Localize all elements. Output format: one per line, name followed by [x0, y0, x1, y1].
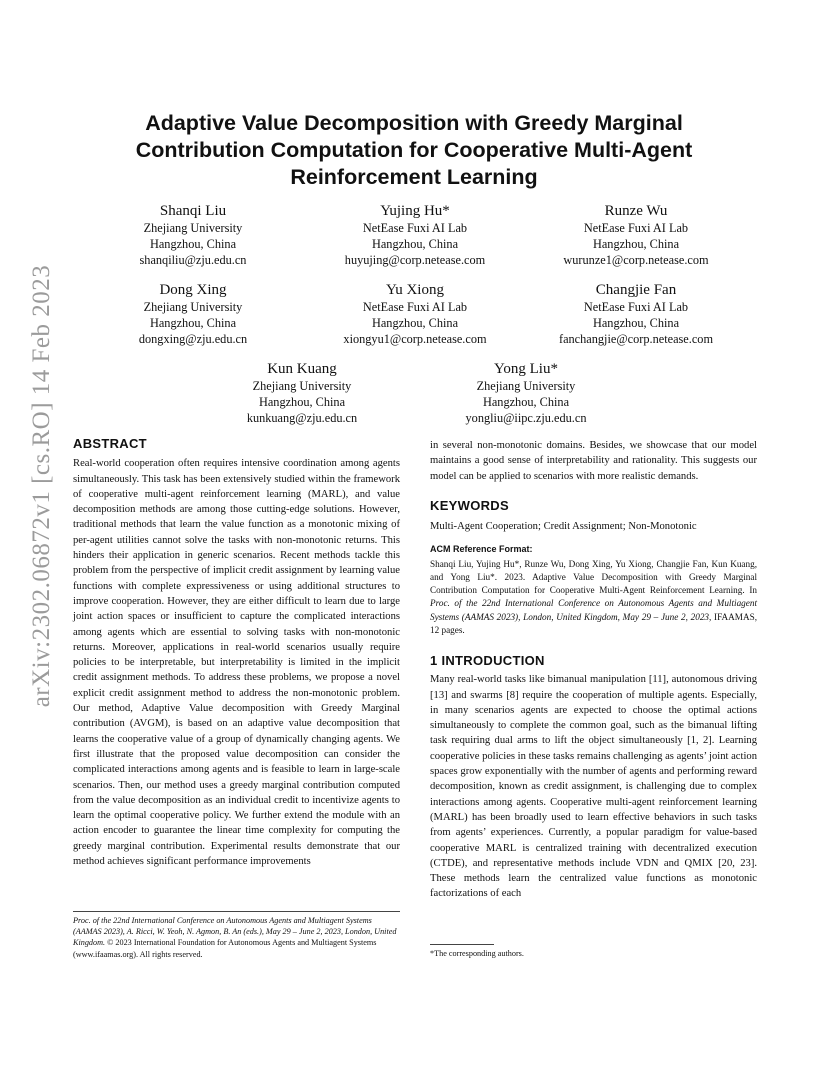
author-email: yongliu@iipc.zju.edu.cn [465, 411, 587, 425]
author-location: Hangzhou, China [592, 237, 680, 251]
arxiv-stamp [22, 264, 62, 708]
author-block [315, 202, 515, 268]
acm-reference-text [430, 558, 757, 637]
author-email: fanchangjie@corp.netease.com [558, 332, 714, 346]
author-block [536, 281, 736, 347]
author-location: Hangzhou, China [371, 316, 459, 330]
right-column [430, 438, 757, 902]
author-email: xiongyu1@corp.netease.com [343, 332, 487, 346]
author-name: Shanqi Liu [159, 203, 227, 219]
acm-reference-italic: Proc. of the 22nd International Conference on Autonomous Agents and Multiagent Systems (AAMAS 2023), London, United Kingdom, May 29 – June 2, 2023, [430, 598, 757, 622]
author-email: huyujing@corp.netease.com [344, 253, 486, 267]
author-block [93, 281, 293, 347]
author-block [536, 202, 736, 268]
author-email: dongxing@zju.edu.cn [138, 332, 248, 346]
author-location: Hangzhou, China [149, 237, 237, 251]
author-block [315, 281, 515, 347]
keywords-text: Multi-Agent Cooperation; Credit Assignment; Non-Monotonic [430, 521, 697, 533]
author-location: Hangzhou, China [482, 395, 570, 409]
author-location: Hangzhou, China [258, 395, 346, 409]
author-affiliation: NetEase Fuxi AI Lab [583, 300, 689, 314]
author-name: Kun Kuang [267, 361, 337, 377]
author-affiliation: Zhejiang University [476, 379, 576, 393]
author-block [426, 360, 626, 426]
author-affiliation: Zhejiang University [143, 221, 243, 235]
conference-footnote-text: © 2023 International Foundation for Autonomous Agents and Multiagent Systems (www.ifaamas.org). All rights reserved. [73, 938, 377, 959]
author-location: Hangzhou, China [592, 316, 680, 330]
arxiv-stamp-text: arXiv:2302.06872v1 [cs.RO] 14 Feb 2023 [28, 264, 55, 708]
author-location: Hangzhou, China [371, 237, 459, 251]
introduction-heading: 1 INTRODUCTION [430, 653, 545, 668]
author-location: Hangzhou, China [149, 316, 237, 330]
title-line-3: Reinforcement Learning [290, 165, 538, 189]
left-column [73, 436, 400, 869]
conference-footnote-italic: Proc. of the 22nd International Conference on Autonomous Agents and Multiagent Systems (AAMAS 2023), A. Ricci, W. Yeoh, N. Agmon, B. An (eds.), May 29 – June 2, 2023, London, United Kingdom. [73, 916, 397, 948]
abstract-heading: ABSTRACT [73, 436, 147, 451]
abstract-text: Real-world cooperation often requires intensive coordination among agents simultaneously. This task has been extensively studied within the framework of cooperative multi-agent reinforcement learning (MARL), and value decomposition methods are among those cutting-edge solutions. However, traditional methods that learn the value function as a monotonic mixing of per-agent utilities cannot solve the tasks with non-monotonic returns. This hinders their application in generic scenarios. Recent methods tackle this problem from the perspective of implicit credit assignment by learning value functions with complete expressiveness or using additional structures to improve cooperation. However, they are either difficult to learn due to large joint action spaces or insufficient to capture the complicated interactions among agents which are essential to solving tasks with non-monotonic returns. Moreover, applications in real-world scenarios usually require policies to be interpretable, but interpretability is limited in the implicit credit assignment methods. To address these problems, we propose a novel explicit credit assignment method to address the non-monotonic problem. Our method, Adaptive Value decomposition with Greedy Marginal contribution (AVGM), is based on an adaptive value decomposition that learns the cooperative value of a group of dynamically changing agents. We first illustrate that the proposed value decomposition can consider the complicated interactions among agents and is feasible to learn in large-scale scenarios. Then, our method uses a greedy marginal contribution computed from the value decomposition as an individual credit to incentivize agents to learn the optimal cooperative policy. We further extend the module with an action encoder to guarantee the linear time complexity for computing the greedy marginal contribution. Experimental results demonstrate that our method achieves significant performance improvements [73, 458, 400, 868]
author-name: Dong Xing [159, 282, 227, 298]
introduction-text: Many real-world tasks like bimanual manipulation [11], autonomous driving [13] and swarms [8] require the cooperation of multiple agents. Especially, in many scenarios agents are expected to choose the optimal actions simultaneously to complete the common goal, such as the bimanual lifting task requiring dual arms to lift the object simultaneously [1, 2]. Learning cooperative policies in these tasks remains challenging as agents’ joint action spaces grow exponentially with the number of agents and performing reward decomposition, known as credit assignment, is challenging due to complex interactions among agents. Cooperative multi-agent reinforcement learning (MARL) has been broadly used to learn effective behaviors in such tasks from agents’ experiences. Currently, a popular paradigm for value-based cooperative MARL is centralized training with decentralized execution (CTDE), and representative methods include VDN and QMIX [20, 23]. These methods learn the centralized value functions as monotonic factorizations of each [430, 674, 757, 900]
author-email: shanqiliu@zju.edu.cn [139, 253, 247, 267]
author-email: kunkuang@zju.edu.cn [246, 411, 358, 425]
acm-reference-end: IFAAMAS, 12 pages. [430, 611, 758, 635]
corresponding-footnote: *The corresponding authors. [430, 949, 524, 958]
author-name: Yong Liu* [494, 361, 558, 377]
author-block [202, 360, 402, 426]
conference-footnote [73, 915, 400, 960]
footnote-divider-right [430, 944, 494, 945]
title-line-1: Adaptive Value Decomposition with Greedy Marginal [145, 111, 683, 135]
author-affiliation: NetEase Fuxi AI Lab [362, 221, 468, 235]
keywords-heading: KEYWORDS [430, 497, 509, 513]
acm-reference-plain: Shanqi Liu, Yujing Hu*, Runze Wu, Dong Xing, Yu Xiong, Changjie Fan, Kun Kuang, and Yong Liu*. 2023. Adaptive Value Decomposition with Greedy Marginal Contribution Computation for Cooperative Multi-Agent Reinforcement Learning. In [430, 558, 757, 596]
author-affiliation: Zhejiang University [252, 379, 352, 393]
author-name: Runze Wu [604, 203, 668, 219]
author-affiliation: NetEase Fuxi AI Lab [362, 300, 468, 314]
author-block [93, 202, 293, 268]
author-name: Yu Xiong [386, 282, 444, 298]
title-line-2: Contribution Computation for Cooperative Multi-Agent [135, 138, 693, 162]
author-affiliation: Zhejiang University [143, 300, 243, 314]
abstract-continuation: in several non-monotonic domains. Besides, we showcase that our model maintains a good sense of interpretability and rationality. This suggests our model can be applied to scenarios with more realistic demands. [430, 440, 757, 482]
author-name: Yujing Hu* [380, 203, 450, 219]
paper-title [100, 110, 728, 191]
author-affiliation: NetEase Fuxi AI Lab [583, 221, 689, 235]
author-name: Changjie Fan [595, 282, 677, 298]
author-email: wurunze1@corp.netease.com [563, 253, 709, 267]
acm-reference-heading: ACM Reference Format: [430, 544, 533, 555]
footnote-divider [73, 911, 400, 912]
